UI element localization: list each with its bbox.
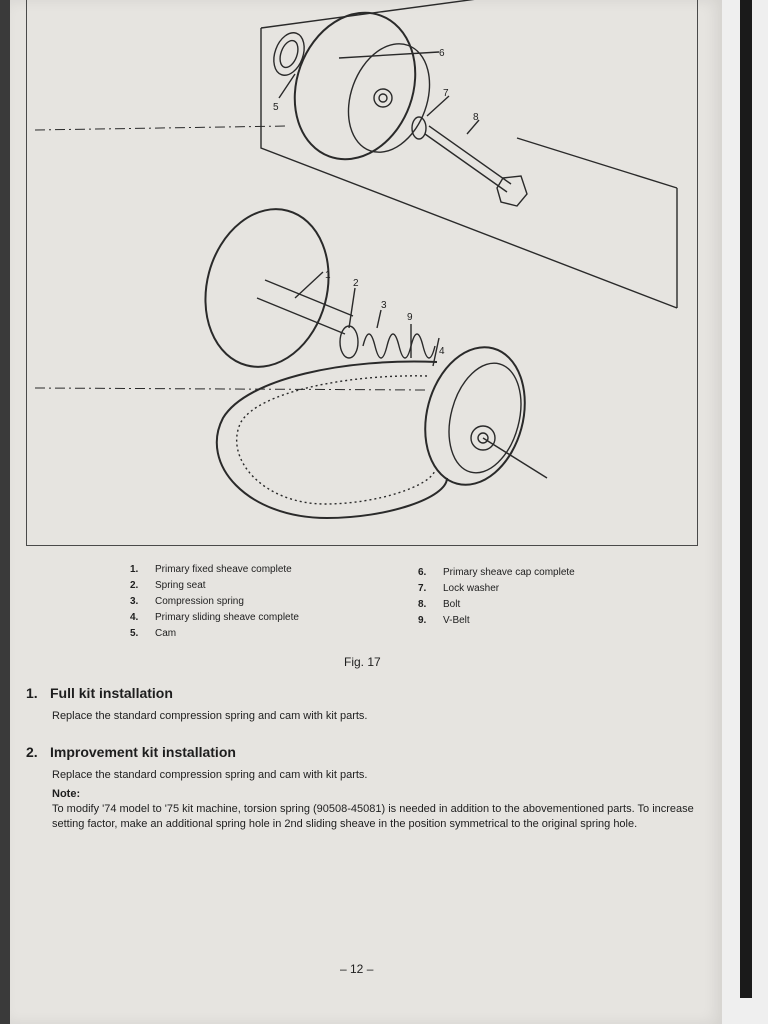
legend-item: 8. Bolt xyxy=(418,599,461,610)
legend-item: 5. Cam xyxy=(130,628,177,639)
note-text: To modify '74 model to '75 kit machine, torsion spring (90508-45081) is needed in addition to the abovementioned parts. To increase setting factor, make an additional spring hole in 2nd sliding sheave in the position symmetrical to the original spring hole. xyxy=(52,803,694,830)
callout-1: 1 xyxy=(325,270,331,281)
callout-4: 4 xyxy=(439,346,445,357)
section-improvement-kit xyxy=(26,744,706,832)
callout-7: 7 xyxy=(443,88,449,99)
note-label: Note: xyxy=(52,788,81,800)
legend-left xyxy=(130,562,360,642)
callout-2: 2 xyxy=(353,278,359,289)
callout-3: 3 xyxy=(381,300,387,311)
exploded-view-figure xyxy=(26,0,698,546)
legend-right xyxy=(418,565,638,629)
legend-item: 7. Lock washer xyxy=(418,583,500,594)
section-full-kit xyxy=(26,685,706,724)
legend-item: 1. Primary fixed sheave complete xyxy=(130,564,292,575)
figure-caption: Fig. 17 xyxy=(344,655,381,669)
section-heading: 1. Full kit installation xyxy=(26,685,173,701)
callout-5: 5 xyxy=(273,102,279,113)
callout-9: 9 xyxy=(407,312,413,323)
callout-6: 6 xyxy=(439,48,445,59)
legend-item: 4. Primary sliding sheave complete xyxy=(130,612,299,623)
page-number: – 12 – xyxy=(340,962,374,976)
binder-edge xyxy=(740,0,752,998)
callout-8: 8 xyxy=(473,112,479,123)
legend-item: 6. Primary sheave cap complete xyxy=(418,567,575,578)
section-body: Replace the standard compression spring and cam with kit parts. Note: To modify '74 model to '75 kit machine, torsion spring (90508-45081) is needed in addition to the abovementioned parts. To increase setting factor, make an additional spring hole in 2nd sliding sheave in the position symmetrical to the original spring hole. xyxy=(52,768,706,832)
section-heading: 2. Improvement kit installation xyxy=(26,744,236,760)
section-body: Replace the standard compression spring and cam with kit parts. xyxy=(52,710,368,722)
legend-item: 3. Compression spring xyxy=(130,596,244,607)
primary-sheave-diagram xyxy=(27,0,699,544)
legend-item: 9. V-Belt xyxy=(418,615,470,626)
legend-item: 2. Spring seat xyxy=(130,580,206,591)
